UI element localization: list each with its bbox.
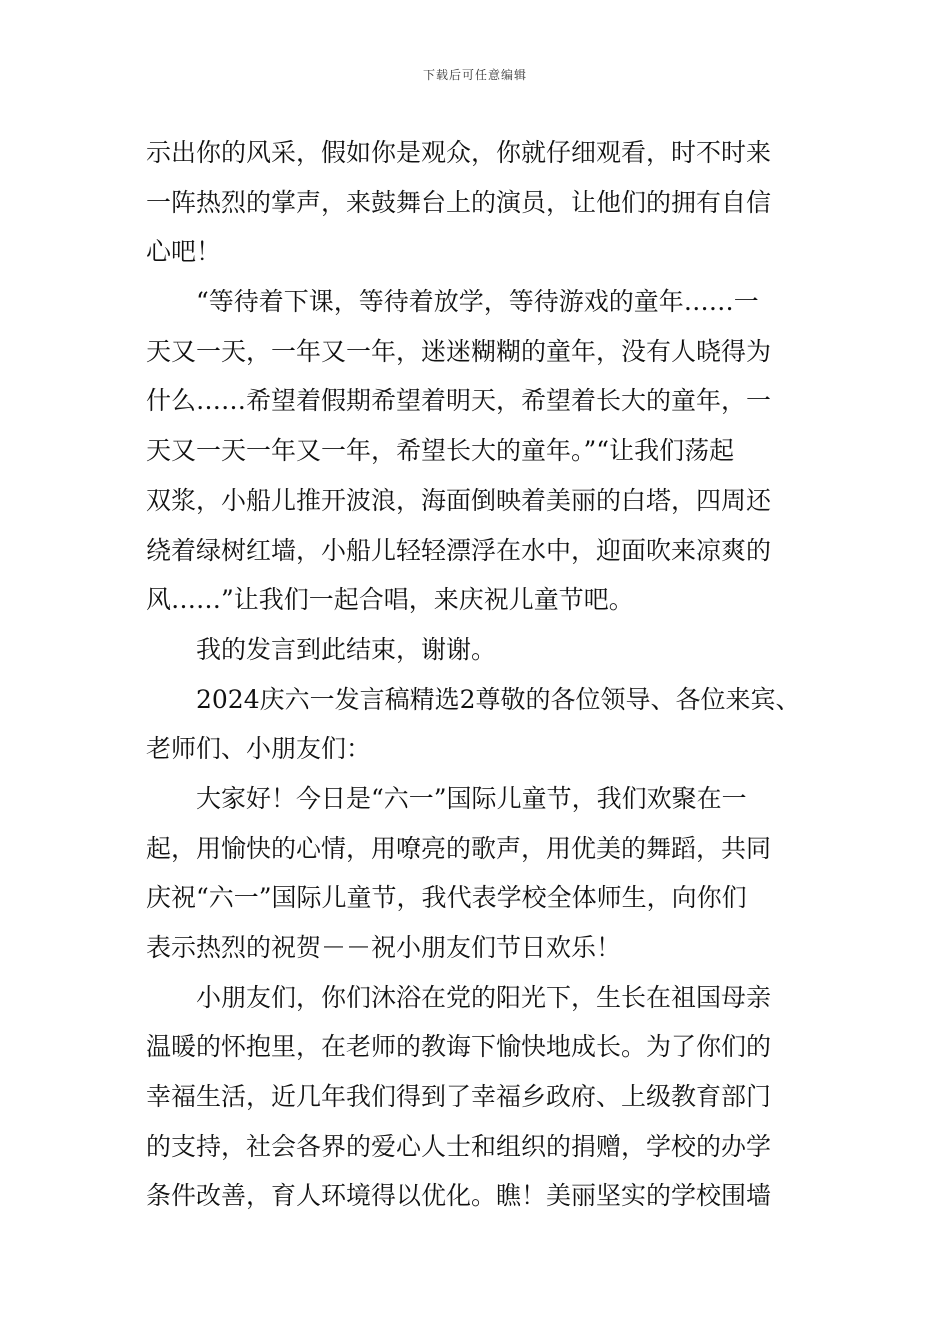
text-line: 2024庆六一发言稿精选2尊敬的各位领导、各位来宾、 xyxy=(196,684,801,714)
text-line: 小朋友们，你们沐浴在党的阳光下，生长在祖国母亲 xyxy=(196,982,772,1012)
paragraph xyxy=(146,774,816,973)
text-line: 表示热烈的祝贺－－祝小朋友们节日欢乐！ xyxy=(146,933,622,962)
text-line: 绕着绿树红墙，小船儿轻轻漂浮在水中，迎面吹来凉爽的 xyxy=(146,535,772,565)
text-line: 庆祝“六一”国际儿童节，我代表学校全体师生，向你们 xyxy=(146,883,747,913)
text-line: “等待着下课，等待着放学，等待游戏的童年……一 xyxy=(196,287,759,317)
text-line: 一阵热烈的掌声，来鼓舞台上的演员，让他们的拥有自信 xyxy=(146,187,772,217)
text-line: 心吧！ xyxy=(146,237,222,267)
text-line: 大家好！今日是“六一”国际儿童节，我们欢聚在一 xyxy=(196,783,747,813)
paragraph xyxy=(146,675,816,774)
text-line: 天又一天，一年又一年，迷迷糊糊的童年，没有人晓得为 xyxy=(146,336,772,366)
text-line: 温暖的怀抱里，在老师的教诲下愉快地成长。为了你们的 xyxy=(146,1032,772,1062)
text-line: 天又一天一年又一年，希望长大的童年。”“让我们荡起 xyxy=(146,436,735,466)
text-line: 我的发言到此结束，谢谢。 xyxy=(196,634,497,664)
paragraph xyxy=(146,277,816,625)
text-line: 老师们、小朋友们： xyxy=(146,734,372,764)
text-line: 起，用愉快的心情，用嘹亮的歌声，用优美的舞蹈，共同 xyxy=(146,833,772,863)
document-body xyxy=(146,128,816,1221)
text-line: 风……”让我们一起合唱，来庆祝儿童节吧。 xyxy=(146,585,634,615)
text-line: 双浆，小船儿推开波浪，海面倒映着美丽的白塔，四周还 xyxy=(146,485,772,515)
text-line: 幸福生活，近几年我们得到了幸福乡政府、上级教育部门 xyxy=(146,1082,772,1112)
paragraph xyxy=(146,973,816,1221)
paragraph xyxy=(146,128,816,277)
text-line: 条件改善，育人环境得以优化。瞧！美丽坚实的学校围墙 xyxy=(146,1181,772,1211)
page-header: 下载后可任意编辑 xyxy=(422,68,527,82)
paragraph xyxy=(146,625,816,675)
text-line: 的支持，社会各界的爱心人士和组织的捐赠，学校的办学 xyxy=(146,1131,772,1161)
text-line: 什么……希望着假期希望着明天，希望着长大的童年，一 xyxy=(146,386,772,416)
text-line: 示出你的风采，假如你是观众，你就仔细观看，时不时来 xyxy=(146,138,772,167)
